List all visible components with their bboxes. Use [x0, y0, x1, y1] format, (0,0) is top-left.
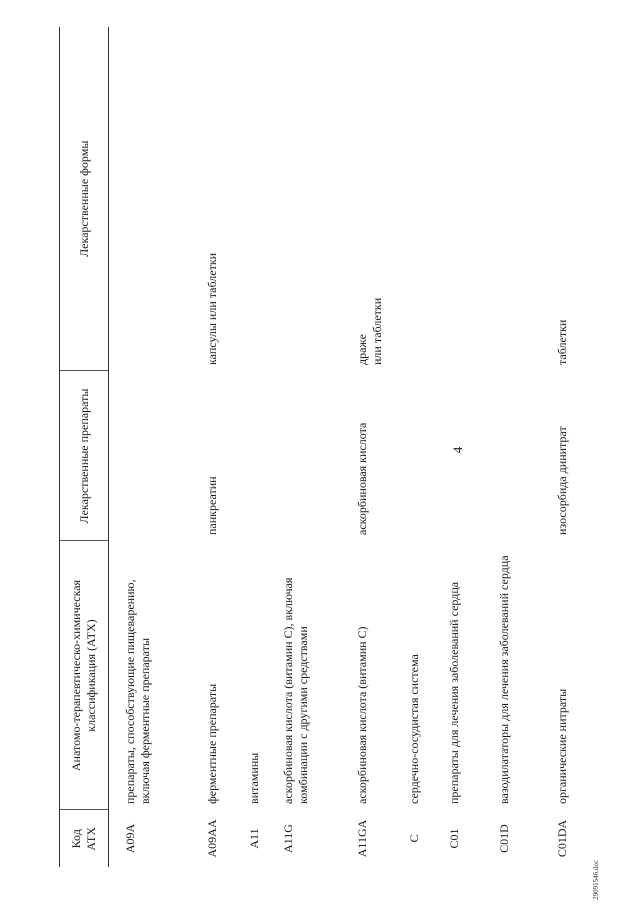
cell-classification: витамины [247, 752, 261, 804]
table-row [241, 27, 275, 867]
cell-form [241, 162, 275, 371]
cell-drug [109, 371, 200, 541]
cell-form: драже или таблетки [355, 297, 384, 365]
cell-drug [401, 371, 441, 541]
drug-table [59, 27, 593, 867]
table-row [109, 27, 200, 867]
cell-form [109, 162, 200, 371]
table-header-row [60, 27, 109, 867]
cell-form: капсулы или таблетки [205, 252, 219, 365]
cell-drug: аскорбиновая кислота [355, 422, 369, 535]
cell-classification: вазодилататоры для лечения заболеваний сердца [497, 555, 511, 804]
footer-filename: 29091546.doc [592, 860, 600, 900]
table-row [549, 27, 593, 867]
cell-form: таблетки [555, 319, 569, 365]
cell-classification: аскорбиновая кислота (витамин С) [355, 626, 369, 804]
table-row [275, 27, 349, 867]
cell-classification: аскорбиновая кислота (витамин С), включая комбинации с другими средствами [281, 577, 310, 804]
cell-code: A09AA [205, 819, 219, 858]
header-drugs: Лекарственные препараты [60, 371, 109, 541]
cell-drug: панкреатин [205, 476, 219, 535]
cell-code: C [407, 834, 421, 843]
cell-classification: ферментные препараты [205, 683, 219, 804]
cell-code: A11GA [355, 819, 369, 858]
cell-form [491, 162, 549, 371]
header-forms: Лекарственные формы [60, 27, 109, 371]
cell-drug [241, 371, 275, 541]
cell-classification: препараты, способствующие пищеварению, включая ферментные препараты [123, 579, 152, 804]
cell-code: C01D [497, 824, 511, 853]
header-classification: Анатомо-терапевтическо-химическая классификация (АТХ) [60, 541, 109, 810]
cell-drug [491, 371, 549, 541]
cell-code: A11G [281, 824, 295, 853]
cell-code: C01DA [555, 819, 569, 858]
table-row [401, 27, 441, 867]
cell-form [441, 162, 491, 371]
cell-drug: изосорбида динитрат [555, 426, 569, 535]
cell-form [401, 162, 441, 371]
cell-code: A11 [247, 828, 261, 849]
header-code: Код АТХ [60, 810, 109, 867]
cell-code: C01 [447, 828, 461, 849]
table-row [441, 27, 491, 867]
table-row [199, 27, 241, 867]
rotated-table-wrapper [59, 27, 607, 867]
cell-classification: органические нитраты [555, 688, 569, 804]
cell-classification: препараты для лечения заболеваний сердца [447, 581, 461, 804]
page-number: 4 [450, 446, 465, 454]
cell-code: A09A [123, 823, 137, 854]
table-row [349, 27, 401, 867]
cell-form [275, 162, 349, 371]
cell-drug [441, 371, 491, 541]
cell-drug [275, 371, 349, 541]
table-row [491, 27, 549, 867]
cell-classification: сердечно-сосудистая система [407, 654, 421, 804]
